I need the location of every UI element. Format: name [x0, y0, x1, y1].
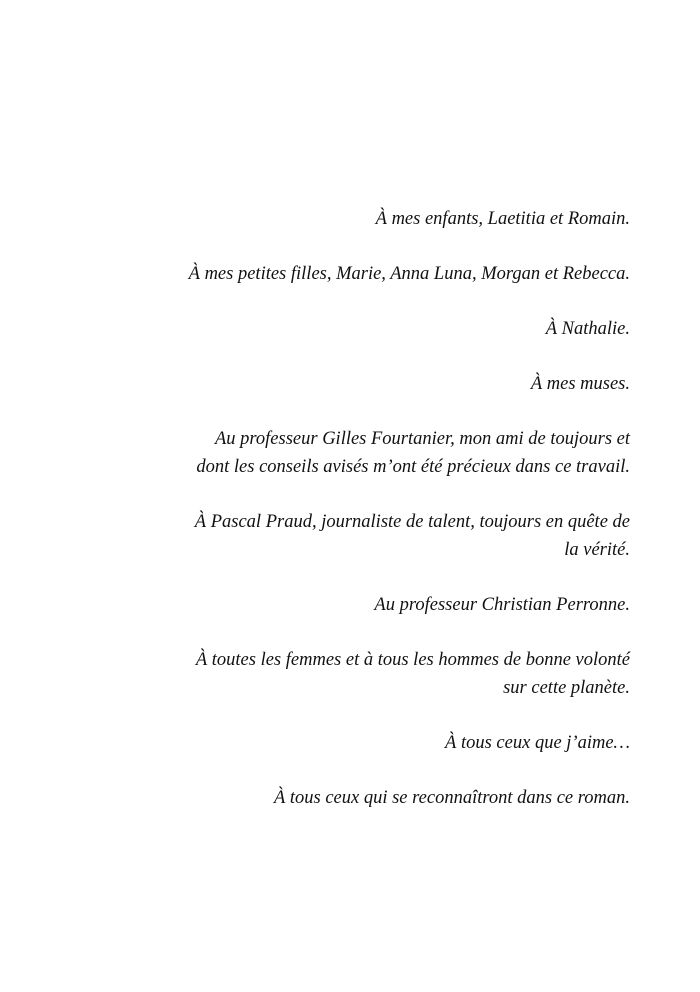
dedication-line: À toutes les femmes et à tous les hommes de bonne volonté — [195, 650, 630, 670]
dedication-line: À Pascal Praud, journaliste de talent, toujours en quête de — [194, 512, 630, 532]
dedication-goodwill — [145, 646, 630, 702]
dedication-line: À Nathalie. — [545, 319, 630, 339]
dedication-list — [145, 205, 630, 839]
dedication-praud — [145, 508, 630, 564]
dedication-readers — [145, 784, 630, 812]
dedication-line: Au professeur Christian Perronne. — [374, 595, 630, 615]
dedication-line: À mes enfants, Laetitia et Romain. — [375, 209, 630, 229]
dedication-line: Au professeur Gilles Fourtanier, mon ami de toujours et — [214, 429, 630, 449]
dedication-loved-ones — [145, 729, 630, 757]
dedication-line: À tous ceux qui se reconnaîtront dans ce roman. — [273, 788, 630, 808]
dedication-nathalie — [145, 315, 630, 343]
dedication-line: À mes muses. — [530, 374, 630, 394]
dedication-line: À tous ceux que j’aime… — [445, 733, 630, 753]
dedication-granddaughters — [145, 260, 630, 288]
dedication-fourtanier — [145, 425, 630, 481]
dedication-perronne — [145, 591, 630, 619]
dedication-children — [145, 205, 630, 233]
dedication-line: dont les conseils avisés m’ont été précieux dans ce travail. — [196, 457, 630, 477]
dedication-line: sur cette planète. — [503, 678, 630, 698]
dedication-muses — [145, 370, 630, 398]
dedication-line: À mes petites filles, Marie, Anna Luna, Morgan et Rebecca. — [188, 264, 630, 284]
dedication-line: la vérité. — [564, 540, 630, 560]
